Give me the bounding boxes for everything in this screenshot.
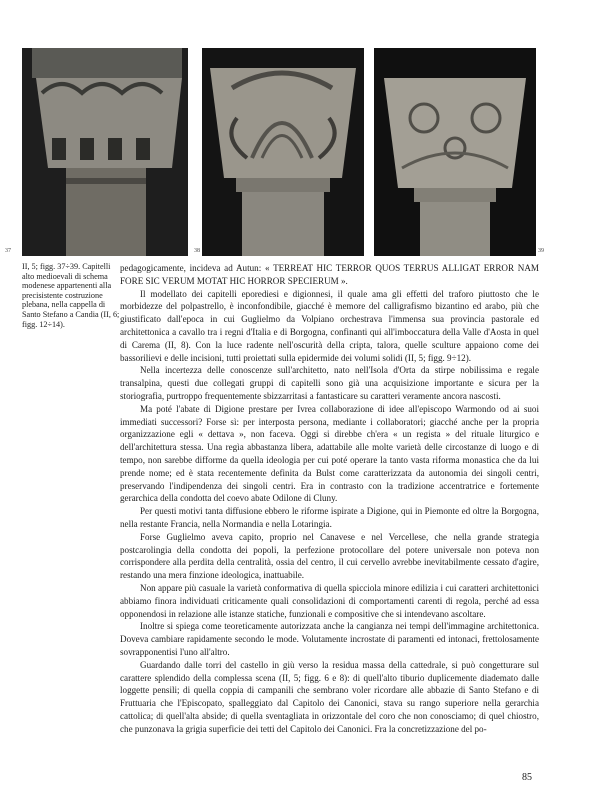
paragraph: Per questi motivi tanta diffusione ebbero le riforme ispirate a Digione, qui in Piemonte ed oltre la Borgogna, nella restante Francia, nella Normandia e nella Lotaringia. bbox=[120, 506, 539, 529]
paragraph: Ma poté l'abate di Digione prestare per Ivrea collaborazione di idee all'episcopo Warmondo od ai suoi immediati successori? Forse sì: per interposta persona, mediante i collaboratori; giacché anche per la propria organizzazione egli « dettava », non faceva. Oggi si direbbe ch'era « un regista » del rituale liturgico e dell'architettura stessa. Una regìa abbastanza libera, adattabile alle molte varietà delle circostanze di luogo e di tempo, non sarebbe difforme da quella ideologia per cui poté operare la tanto vasta riforma monastica che da lui prende nome; ed è stata recentemente definita da Bulst come caratterizzata da autonomia dei singoli centri, preservando l'indipendenza dei singoli centri. Era in contrasto con la tradizione accentratrice e fortemente gerarchica della condotta del coevo abate Odilone di Cluny. bbox=[120, 403, 539, 504]
figure-39-number: 39 bbox=[538, 248, 544, 254]
figure-37-photo bbox=[22, 48, 188, 256]
figure-caption bbox=[22, 262, 122, 329]
paragraph: Nella incertezza delle conoscenze sull'architetto, nato nell'Isola d'Orta da stirpe nobilissima e regale transalpina, questi due collegati gruppi di capitelli sono già una acquisizione importante e sicura per la storiografia, purtroppo frequentemente sbizzarritasi a fantasticare su caratteri veramente ancora nascosti. bbox=[120, 365, 539, 401]
page-number: 85 bbox=[522, 772, 532, 783]
figure-38-photo bbox=[202, 48, 364, 256]
paragraph: Il modellato dei capitelli eporediesi e digionnesi, il quale ama gli effetti del traforo piuttosto che le morbidezze del polpastrello, è inconfondibile, giacché è memore del calligrafismo bizantino ed arabo, più che giustificato dall'epoca in cui Guglielmo da Volpiano orchestrava l'immensa sua provincia pastorale ed architettonica a cavallo tra i regni d'Italia e di Borgogna, confinanti qui all'imboccatura della Valle d'Aosta in quel di Carema (II, 8). Con la luce radente nell'oscurità della cripta, talora, quelle sculture appaiono come dei bassorilievi e delle incisioni, tutti proiettati sulla epidermide dei volumi solidi (II, 5; figg. 9÷12). bbox=[120, 288, 539, 363]
figure-38-number: 38 bbox=[194, 248, 200, 254]
paragraph: Non appare più casuale la varietà conformativa di quella spicciola minore edilizia i cui caratteri architettonici abbiamo finora individuati criticamente quali consolidazioni di comportamenti carenti di regola, perché ad essa opponendosi in relazione alle istanze statiche, funzionali e compositive che si intendevano ascoltare. bbox=[120, 582, 539, 619]
paragraph: Forse Guglielmo aveva capito, proprio nel Canavese e nel Vercellese, che nella grande strategia postcarolingia della condotta dei popoli, la perfezione protocollare del potere universale non poteva non corrispondere alla perdita della centralità, ossia del centro, il cui cervello avrebbe inevitabilmente cessato d'agire, restando una mera finzione ideologica, inattuabile. bbox=[120, 531, 539, 581]
body-text bbox=[120, 262, 539, 735]
figure-caption-text: II, 5; figg. 37÷39. Capitelli alto medioevali di schema modenese appartenenti alla precisistente costruzione plebana, nella cappella di Santo Stefano a Candia (II, 6; figg. 12÷14). bbox=[22, 262, 120, 329]
figure-37-number: 37 bbox=[5, 248, 11, 254]
figure-39-photo bbox=[374, 48, 536, 256]
paragraph: pedagogicamente, incideva ad Autun: « TERREAT HIC TERROR QUOS TERRUS ALLIGAT ERROR NAM FORE SIC VERUM MOTAT HIC HORROR SPECIERUM ». bbox=[120, 263, 539, 286]
paragraph: Inoltre si spiega come teoreticamente autorizzata anche la cangianza nei tempi dell'immagine architettonica. Doveva cambiare rapidamente secondo le mode. Volutamente incrostate di paramenti ed intonaci, frettolosamente sovrapponentisi l'uno all'altro. bbox=[120, 621, 539, 657]
paragraph: Guardando dalle torri del castello in giù verso la residua massa della cattedrale, si può congetturare sul carattere splendido della complessa scena (II, 5; figg. 6 e 8): di quell'alto tiburio duplicemente diademato dalle loggette pensili; di quella coppia di campanili che sembrano voler ricordare alle abbazie di Santo Stefano e di Fruttuaria che l'Episcopato, spalleggiato dal Capitolo dei Canonici, stava su rango superiore nella gerarchia cattolica; di quell'alta abside; di quella sventagliata in orizzontale del coro che non conosciamo; di quel chiostro, che punzonava la grigia superficie dei tetti del Capitolo dei Canonici. Fra la concretizzazione del po- bbox=[120, 659, 539, 734]
